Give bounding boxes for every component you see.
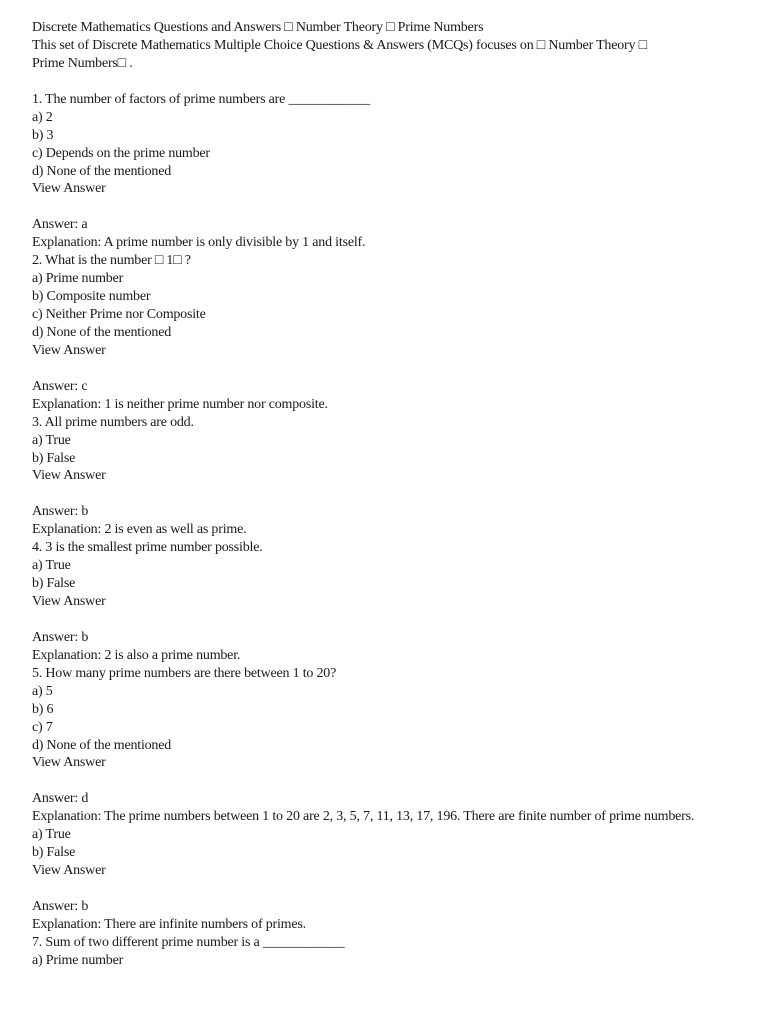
q6-option-a: a) True xyxy=(32,827,71,843)
document-title: Discrete Mathematics Questions and Answers □ Number Theory □ Prime Numbers xyxy=(32,20,484,35)
q4-explanation: Explanation: 2 is also a prime number. xyxy=(32,647,241,663)
intro-text-continued: Prime Numbers□ . xyxy=(32,55,133,71)
q5-option-a: a) 5 xyxy=(32,683,53,699)
q1-view-answer-link[interactable]: View Answer xyxy=(32,181,106,197)
q4-answer: Answer: b xyxy=(32,629,89,645)
q1-answer: Answer: a xyxy=(32,217,88,233)
q4-view-answer-link[interactable]: View Answer xyxy=(32,594,106,609)
q2-view-answer-link[interactable]: View Answer xyxy=(32,342,106,358)
q5-option-b: b) 6 xyxy=(32,701,54,717)
q3-explanation: Explanation: 2 is even as well as prime. xyxy=(32,522,247,538)
q7-option-a: a) Prime number xyxy=(32,952,124,968)
spacer xyxy=(32,880,736,898)
q3-answer: Answer: b xyxy=(32,504,89,520)
q6-explanation: Explanation: There are infinite numbers of primes. xyxy=(32,916,306,932)
q2-option-b: b) Composite number xyxy=(32,289,151,305)
spacer xyxy=(32,485,736,503)
q5-answer: Answer: d xyxy=(32,791,89,807)
q6-option-b: b) False xyxy=(32,845,76,861)
q5-option-c: c) 7 xyxy=(32,719,53,735)
q2-option-a: a) Prime number xyxy=(32,271,124,287)
q2-answer: Answer: c xyxy=(32,378,88,394)
q3-option-b: b) False xyxy=(32,450,76,466)
spacer xyxy=(32,611,736,629)
spacer xyxy=(32,73,736,91)
q5-view-answer-link[interactable]: View Answer xyxy=(32,755,106,771)
q6-view-answer-link[interactable]: View Answer xyxy=(32,863,106,879)
q1-option-c: c) Depends on the prime number xyxy=(32,145,210,161)
question-2: 2. What is the number □ 1□ ? xyxy=(32,253,191,269)
q2-option-d: d) None of the mentioned xyxy=(32,324,172,340)
spacer xyxy=(32,198,736,216)
question-1: 1. The number of factors of prime numbers are ____________ xyxy=(32,91,371,107)
q3-option-a: a) True xyxy=(32,432,71,448)
intro-text: This set of Discrete Mathematics Multiple Choice Questions & Answers (MCQs) focuses on □ Number Theory □ xyxy=(32,37,647,53)
q3-view-answer-link[interactable]: View Answer xyxy=(32,468,106,484)
q1-option-d: d) None of the mentioned xyxy=(32,163,172,179)
question-7: 7. Sum of two different prime number is a ____________ xyxy=(32,934,345,950)
q1-option-b: b) 3 xyxy=(32,127,54,143)
q6-answer: Answer: b xyxy=(32,898,89,914)
question-5: 5. How many prime numbers are there between 1 to 20? xyxy=(32,665,337,681)
q2-explanation: Explanation: 1 is neither prime number nor composite. xyxy=(32,396,328,412)
q5-option-d: d) None of the mentioned xyxy=(32,737,172,753)
question-3: 3. All prime numbers are odd. xyxy=(32,414,194,430)
q1-explanation: Explanation: A prime number is only divisible by 1 and itself. xyxy=(32,235,366,251)
q4-option-b: b) False xyxy=(32,576,76,592)
question-4: 4. 3 is the smallest prime number possible. xyxy=(32,540,263,556)
q1-option-a: a) 2 xyxy=(32,109,53,125)
q5-explanation: Explanation: The prime numbers between 1 to 20 are 2, 3, 5, 7, 11, 13, 17, 196. There are finite number of prime numbers. xyxy=(32,809,695,825)
q4-option-a: a) True xyxy=(32,558,71,574)
spacer xyxy=(32,360,736,378)
q2-option-c: c) Neither Prime nor Composite xyxy=(32,307,206,322)
spacer xyxy=(32,772,736,790)
